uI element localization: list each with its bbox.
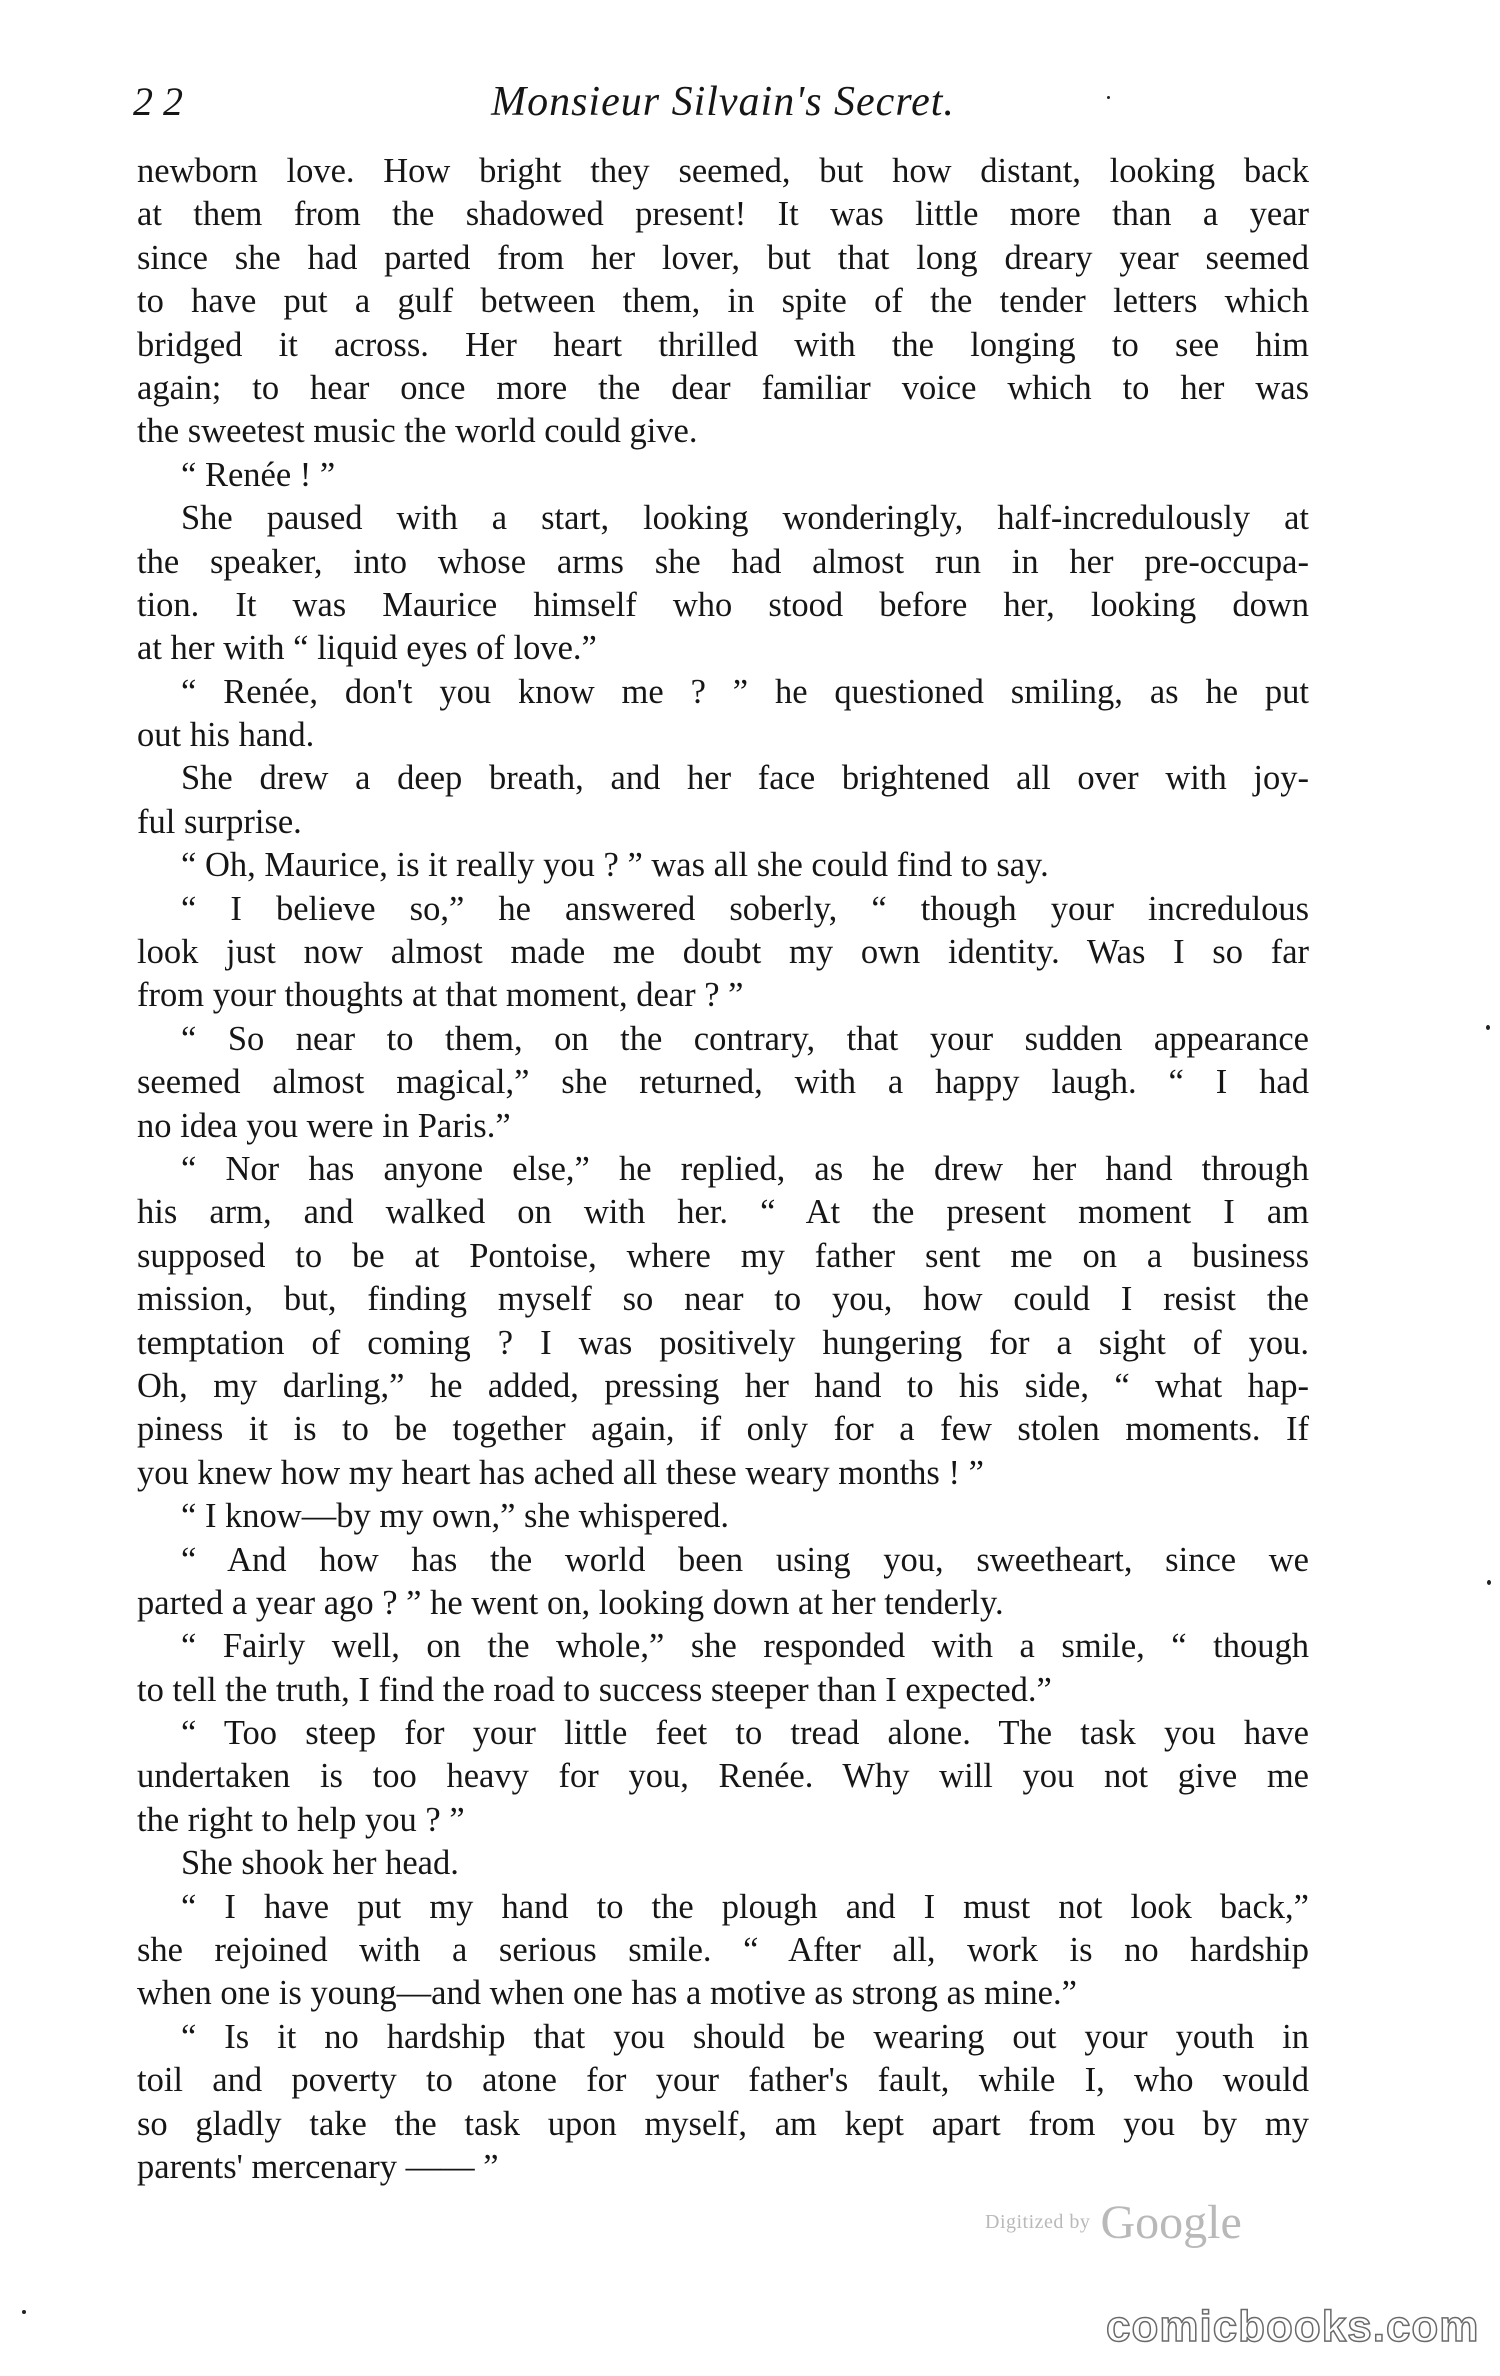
text-line: out his hand. — [137, 716, 315, 755]
digitized-by-label: Digitized by — [985, 2211, 1091, 2233]
ink-speck — [1107, 96, 1110, 99]
text-line: piness it is to be together again, if only for a few stolen moments. If — [137, 1410, 1309, 1449]
text-line: mission, but, finding myself so near to you, how could I resist the — [137, 1280, 1309, 1319]
ink-speck — [1486, 1025, 1490, 1030]
text-line: you knew how my heart has ached all these weary months ! ” — [137, 1453, 984, 1492]
text-line: to tell the truth, I find the road to success steeper than I expected.” — [137, 1670, 1052, 1709]
text-line: toil and poverty to atone for your father's fault, while I, who would — [137, 2061, 1309, 2100]
google-watermark — [985, 2195, 1242, 2250]
text-line: the speaker, into whose arms she had almost run in her pre-occupa- — [137, 542, 1309, 581]
text-line: ful surprise. — [137, 802, 302, 841]
text-line: when one is young—and when one has a motive as strong as mine.” — [137, 1974, 1077, 2013]
text-line: “ Nor has anyone else,” he replied, as he drew her hand through — [181, 1149, 1309, 1188]
text-line: “ So near to them, on the contrary, that your sudden appearance — [181, 1019, 1309, 1058]
text-line: She paused with a start, looking wonderingly, half-incredulously at — [181, 499, 1309, 538]
text-line: to have put a gulf between them, in spite of the tender letters which — [137, 282, 1309, 321]
body-text — [137, 150, 1309, 2189]
text-line: from your thoughts at that moment, dear ? ” — [137, 976, 744, 1015]
text-line: She drew a deep breath, and her face brightened all over with joy- — [181, 759, 1309, 798]
text-line: no idea you were in Paris.” — [137, 1106, 511, 1145]
text-line: “ Is it no hardship that you should be wearing out your youth in — [181, 2017, 1309, 2056]
text-line: bridged it across. Her heart thrilled with the longing to see him — [137, 325, 1309, 364]
text-line: She shook her head. — [181, 1844, 459, 1883]
text-line: the right to help you ? ” — [137, 1800, 465, 1839]
text-line: “ I believe so,” he answered soberly, “ though your incredulous — [181, 889, 1309, 928]
ink-speck — [1487, 1580, 1491, 1585]
text-line: since she had parted from her lover, but that long dreary year seemed — [137, 238, 1309, 277]
text-line: “ Renée, don't you know me ? ” he questioned smiling, as he put — [181, 672, 1309, 711]
text-line: again; to hear once more the dear familiar voice which to her was — [137, 368, 1309, 407]
text-line: look just now almost made me doubt my own identity. Was I so far — [137, 933, 1309, 972]
page-number: 2 2 — [133, 79, 183, 124]
text-line: parted a year ago ? ” he went on, looking down at her tenderly. — [137, 1583, 1004, 1622]
page-header — [133, 78, 1313, 138]
text-line: at them from the shadowed present! It was little more than a year — [137, 195, 1309, 234]
running-title: Monsieur Silvain's Secret. — [491, 79, 955, 125]
text-line: seemed almost magical,” she returned, with a happy laugh. “ I had — [137, 1063, 1309, 1102]
text-line: “ Too steep for your little feet to tread alone. The task you have — [181, 1714, 1309, 1753]
text-line: newborn love. How bright they seemed, but how distant, looking back — [137, 152, 1309, 190]
text-line: the sweetest music the world could give. — [137, 412, 698, 451]
text-line: “ Oh, Maurice, is it really you ? ” was all she could find to say. — [181, 846, 1049, 885]
text-line: undertaken is too heavy for you, Renée. Why will you not give me — [137, 1757, 1309, 1796]
ink-speck — [22, 2310, 26, 2314]
site-watermark: comicbooks.com — [1106, 2302, 1480, 2351]
text-line: “ I have put my hand to the plough and I must not look back,” — [181, 1887, 1309, 1926]
text-line: so gladly take the task upon myself, am kept apart from you by my — [137, 2104, 1309, 2143]
text-line: Oh, my darling,” he added, pressing her hand to his side, “ what hap- — [137, 1366, 1309, 1405]
text-line: “ I know—by my own,” she whispered. — [181, 1497, 730, 1536]
text-line: “ Fairly well, on the whole,” she responded with a smile, “ though — [181, 1627, 1309, 1666]
text-line: she rejoined with a serious smile. “ After all, work is no hardship — [137, 1931, 1309, 1970]
text-line: “ Renée ! ” — [181, 455, 336, 494]
text-line: supposed to be at Pontoise, where my father sent me on a business — [137, 1236, 1309, 1275]
google-logo-text: Google — [1100, 2196, 1242, 2249]
text-line: “ And how has the world been using you, sweetheart, since we — [181, 1540, 1309, 1579]
text-line: parents' mercenary —— ” — [137, 2147, 499, 2186]
text-line: at her with “ liquid eyes of love.” — [137, 629, 597, 668]
text-line: his arm, and walked on with her. “ At the present moment I am — [137, 1193, 1309, 1232]
text-line: tion. It was Maurice himself who stood before her, looking down — [137, 585, 1309, 624]
text-line: temptation of coming ? I was positively hungering for a sight of you. — [137, 1323, 1309, 1362]
